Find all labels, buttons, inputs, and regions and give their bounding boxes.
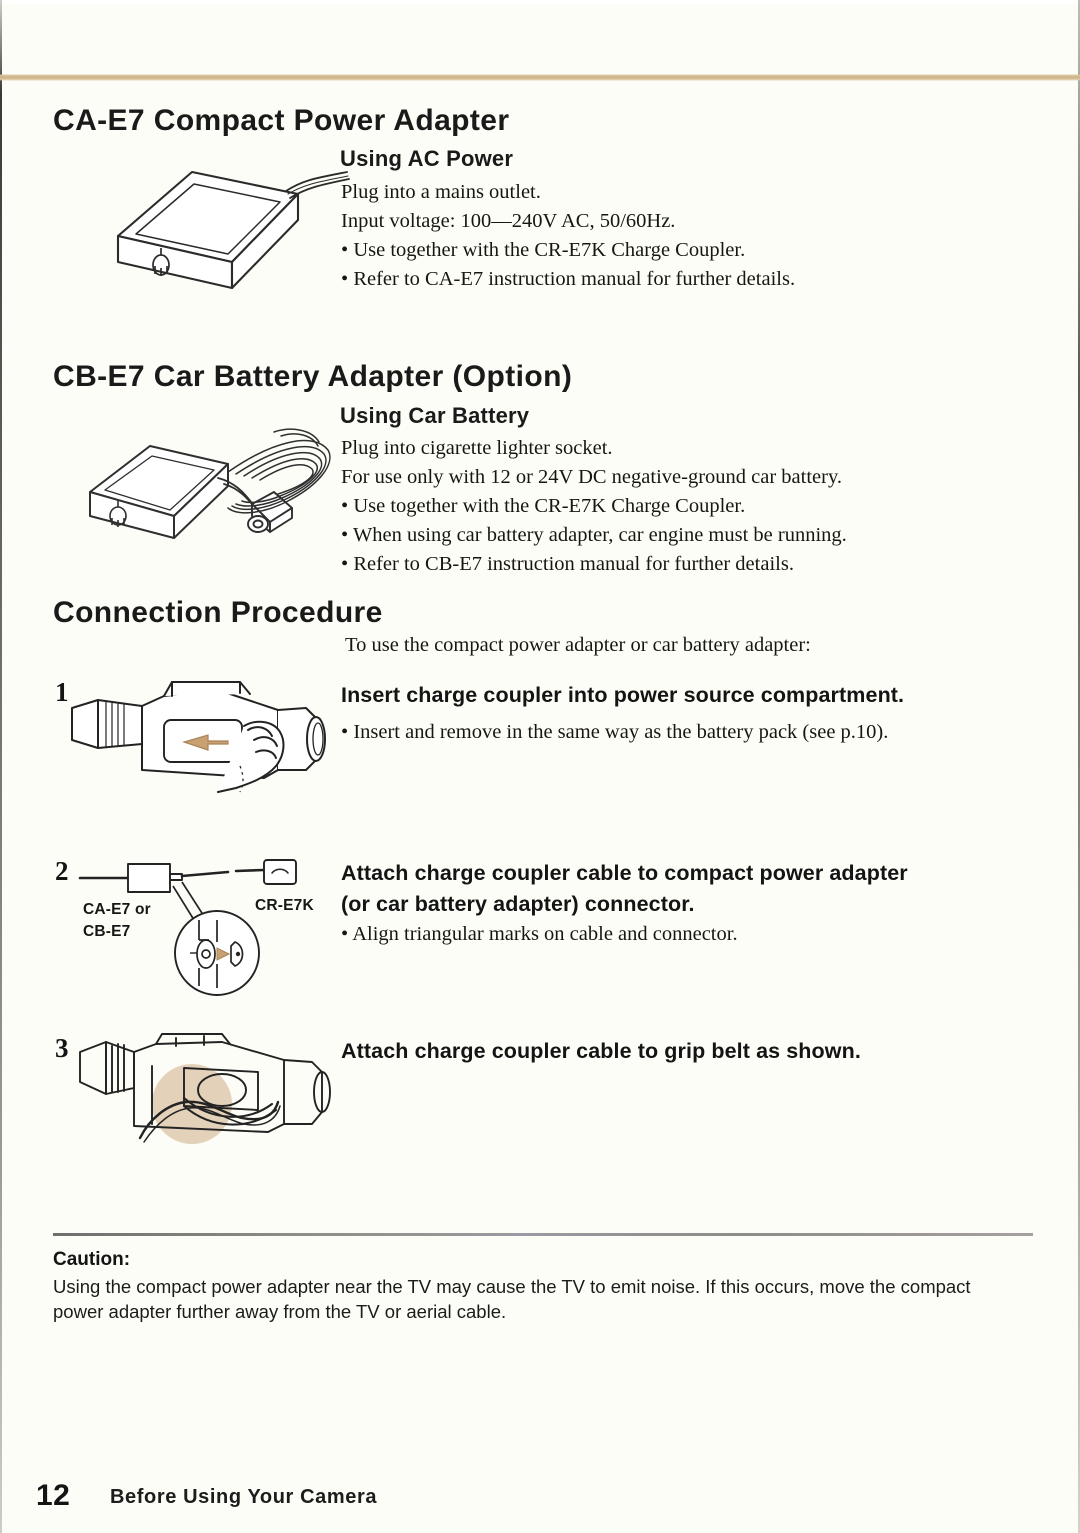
diagram-label-coupler: CR-E7K	[255, 897, 314, 914]
car-battery-bullet-3-text: Refer to CB-E7 instruction manual for further details.	[353, 553, 794, 575]
ac-power-line-1: Plug into a mains outlet.	[341, 181, 541, 203]
step-2-number: 2	[55, 856, 69, 886]
step-2-bullet-1-text: Align triangular marks on cable and connector.	[352, 923, 738, 945]
car-battery-bullet-1-text: Use together with the CR-E7K Charge Coupler.	[353, 495, 746, 517]
ac-power-bullet-2-text: Refer to CA-E7 instruction manual for further details.	[353, 268, 796, 290]
step-1-bullets	[341, 718, 888, 747]
step-1-number: 1	[55, 677, 69, 707]
section-title-ca-e7: CA-E7 Compact Power Adapter	[53, 104, 510, 137]
camcorder-grip-belt-illustration	[72, 1032, 344, 1180]
caution-title: Caution:	[53, 1249, 131, 1270]
car-battery-bullet-2	[341, 521, 847, 550]
ac-power-line-2: Input voltage: 100—240V AC, 50/60Hz.	[341, 210, 676, 232]
subtitle-using-car-battery: Using Car Battery	[340, 403, 530, 428]
step-3-heading-line-1: Attach charge coupler cable to grip belt as shown.	[341, 1039, 861, 1063]
bullet-icon: •	[341, 524, 349, 546]
ac-power-body	[341, 178, 795, 294]
bullet-icon: •	[341, 495, 349, 517]
procedure-intro	[345, 631, 811, 660]
step-2-bullet-1	[341, 920, 738, 949]
section-title-cb-e7: CB-E7 Car Battery Adapter (Option)	[53, 360, 573, 393]
bullet-icon: •	[341, 239, 349, 261]
camcorder-insert-coupler-illustration	[68, 674, 340, 796]
bullet-icon: •	[341, 721, 349, 743]
step-2-heading-line-1: Attach charge coupler cable to compact power adapter	[341, 861, 908, 885]
car-battery-line-2: For use only with 12 or 24V DC negative-ground car battery.	[341, 466, 843, 488]
subtitle-using-ac-power: Using AC Power	[340, 146, 514, 171]
step-3-number: 3	[55, 1033, 69, 1063]
step-1-bullet-1	[341, 718, 888, 747]
step-1-heading	[341, 680, 1021, 711]
step-1-bullet-1-text: Insert and remove in the same way as the battery pack (see p.10).	[353, 721, 889, 743]
page-number: 12	[36, 1479, 71, 1512]
bullet-icon: •	[341, 923, 349, 945]
step-3-heading	[341, 1036, 1031, 1067]
caution-line-1: Using the compact power adapter near the TV may cause the TV to emit noise. If this occurs, move the compact	[53, 1276, 971, 1297]
procedure-intro-text: To use the compact power adapter or car battery adapter:	[345, 634, 811, 656]
ac-power-bullet-1-text: Use together with the CR-E7K Charge Coupler.	[353, 239, 746, 261]
car-battery-bullet-3	[341, 550, 847, 579]
ac-power-adapter-illustration	[100, 158, 350, 306]
step-1-heading-line-1: Insert charge coupler into power source compartment.	[341, 683, 905, 707]
ac-power-bullet-1	[341, 236, 795, 265]
section-title-connection-procedure: Connection Procedure	[53, 596, 383, 629]
car-battery-line-1: Plug into cigarette lighter socket.	[341, 437, 613, 459]
caution-divider	[53, 1233, 1033, 1236]
car-battery-bullet-2-text: When using car battery adapter, car engine must be running.	[352, 524, 847, 546]
ac-power-bullet-2	[341, 265, 795, 294]
car-battery-bullet-1	[341, 492, 847, 521]
bullet-icon: •	[341, 553, 349, 575]
footer-chapter-label: Before Using Your Camera	[110, 1486, 378, 1508]
step-2-bullets	[341, 920, 738, 949]
step-2-heading	[341, 858, 1031, 920]
diagram-label-adapter-line1: CA-E7 or	[83, 901, 151, 918]
caution-body	[53, 1274, 1038, 1324]
car-battery-adapter-illustration	[78, 420, 340, 565]
car-battery-body	[341, 434, 847, 579]
caution-line-2: power adapter further away from the TV or aerial cable.	[53, 1301, 507, 1322]
diagram-label-adapter-line2: CB-E7	[83, 923, 131, 940]
bullet-icon: •	[341, 268, 349, 290]
step-2-heading-line-2: (or car battery adapter) connector.	[341, 892, 695, 916]
